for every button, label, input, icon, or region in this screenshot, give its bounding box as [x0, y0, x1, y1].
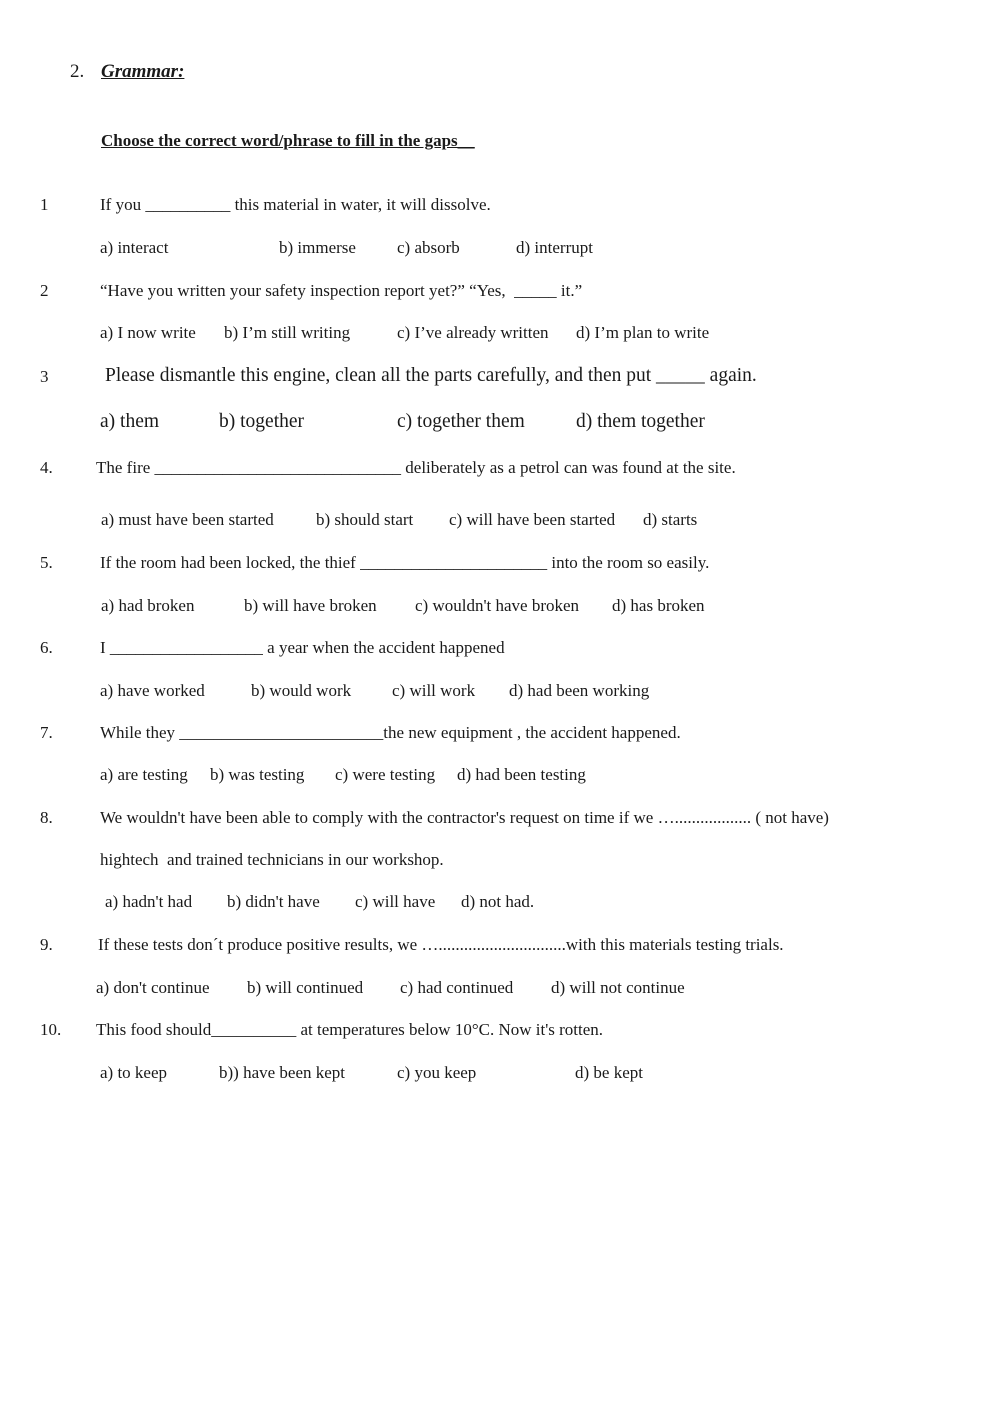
- option-a[interactable]: a) are testing: [100, 765, 188, 784]
- instruction: Choose the correct word/phrase to fill in the gaps__: [101, 131, 475, 150]
- option-a[interactable]: a) have worked: [100, 681, 205, 700]
- question-number: 7.: [40, 723, 53, 742]
- question-number: 1: [40, 195, 49, 214]
- option-a[interactable]: a) them: [100, 411, 160, 432]
- question-text: If these tests don´t produce positive results, we …..............................with this materials testing trials.: [98, 935, 784, 954]
- option-d[interactable]: d) had been working: [509, 681, 650, 700]
- option-b[interactable]: b) will continued: [247, 978, 364, 997]
- question-number: 2: [40, 281, 49, 300]
- option-b[interactable]: b) should start: [316, 510, 414, 529]
- option-b[interactable]: b)) have been kept: [219, 1063, 346, 1082]
- option-c[interactable]: c) will work: [392, 681, 476, 700]
- option-a[interactable]: a) I now write: [100, 323, 196, 342]
- question-text: Please dismantle this engine, clean all the parts carefully, and then put _____ again.: [105, 365, 757, 386]
- option-c[interactable]: c) wouldn't have broken: [415, 596, 580, 615]
- option-c[interactable]: c) were testing: [335, 765, 436, 784]
- question-text: We wouldn't have been able to comply with the contractor's request on time if we ….................. ( not have): [100, 808, 829, 827]
- option-c[interactable]: c) together them: [397, 411, 525, 432]
- option-b[interactable]: b) I’m still writing: [224, 323, 351, 342]
- option-d[interactable]: d) be kept: [575, 1063, 643, 1082]
- option-d[interactable]: d) had been testing: [457, 765, 586, 784]
- option-a[interactable]: a) to keep: [100, 1063, 168, 1082]
- option-b[interactable]: b) would work: [251, 681, 352, 700]
- question-text-continued: hightech and trained technicians in our workshop.: [100, 850, 444, 869]
- question-text: If you __________ this material in water, it will dissolve.: [100, 195, 491, 214]
- question-text: I __________________ a year when the accident happened: [100, 638, 505, 657]
- section-number: 2.: [70, 61, 85, 82]
- question-number: 9.: [40, 935, 53, 954]
- option-d[interactable]: d) will not continue: [551, 978, 685, 997]
- question-text: This food should__________ at temperatures below 10°C. Now it's rotten.: [96, 1020, 604, 1039]
- option-b[interactable]: b) will have broken: [244, 596, 377, 615]
- question-number: 8.: [40, 808, 53, 827]
- option-d[interactable]: d) interrupt: [516, 238, 593, 257]
- option-b[interactable]: b) didn't have: [227, 892, 320, 911]
- option-c[interactable]: c) you keep: [397, 1063, 477, 1082]
- option-b[interactable]: b) was testing: [210, 765, 305, 784]
- question-text: While they ________________________the new equipment , the accident happened.: [100, 723, 681, 742]
- option-c[interactable]: c) will have: [355, 892, 436, 911]
- option-b[interactable]: b) immerse: [279, 238, 356, 257]
- option-a[interactable]: a) hadn't had: [105, 892, 193, 911]
- question-text: The fire _____________________________ deliberately as a petrol can was found at the site.: [96, 458, 736, 477]
- option-c[interactable]: c) had continued: [400, 978, 514, 997]
- question-number: 4.: [40, 458, 53, 477]
- option-c[interactable]: c) I’ve already written: [397, 323, 549, 342]
- section-title: Grammar:: [101, 61, 185, 82]
- question-number: 5.: [40, 553, 53, 572]
- question-number: 10.: [40, 1020, 62, 1039]
- option-a[interactable]: a) must have been started: [101, 510, 274, 529]
- option-b[interactable]: b) together: [219, 411, 305, 432]
- question-number: 3: [40, 367, 49, 386]
- question-text: If the room had been locked, the thief ______________________ into the room so easily.: [100, 553, 710, 572]
- option-d[interactable]: d) them together: [576, 411, 705, 432]
- option-a[interactable]: a) interact: [100, 238, 169, 257]
- option-a[interactable]: a) had broken: [101, 596, 195, 615]
- option-d[interactable]: d) not had.: [461, 892, 535, 911]
- question-number: 6.: [40, 638, 53, 657]
- option-d[interactable]: d) starts: [643, 510, 698, 529]
- option-d[interactable]: d) I’m plan to write: [576, 323, 710, 342]
- question-text: “Have you written your safety inspection report yet?” “Yes, _____ it.”: [100, 281, 583, 300]
- option-c[interactable]: c) absorb: [397, 238, 460, 257]
- option-c[interactable]: c) will have been started: [449, 510, 616, 529]
- option-a[interactable]: a) don't continue: [96, 978, 210, 997]
- option-d[interactable]: d) has broken: [612, 596, 705, 615]
